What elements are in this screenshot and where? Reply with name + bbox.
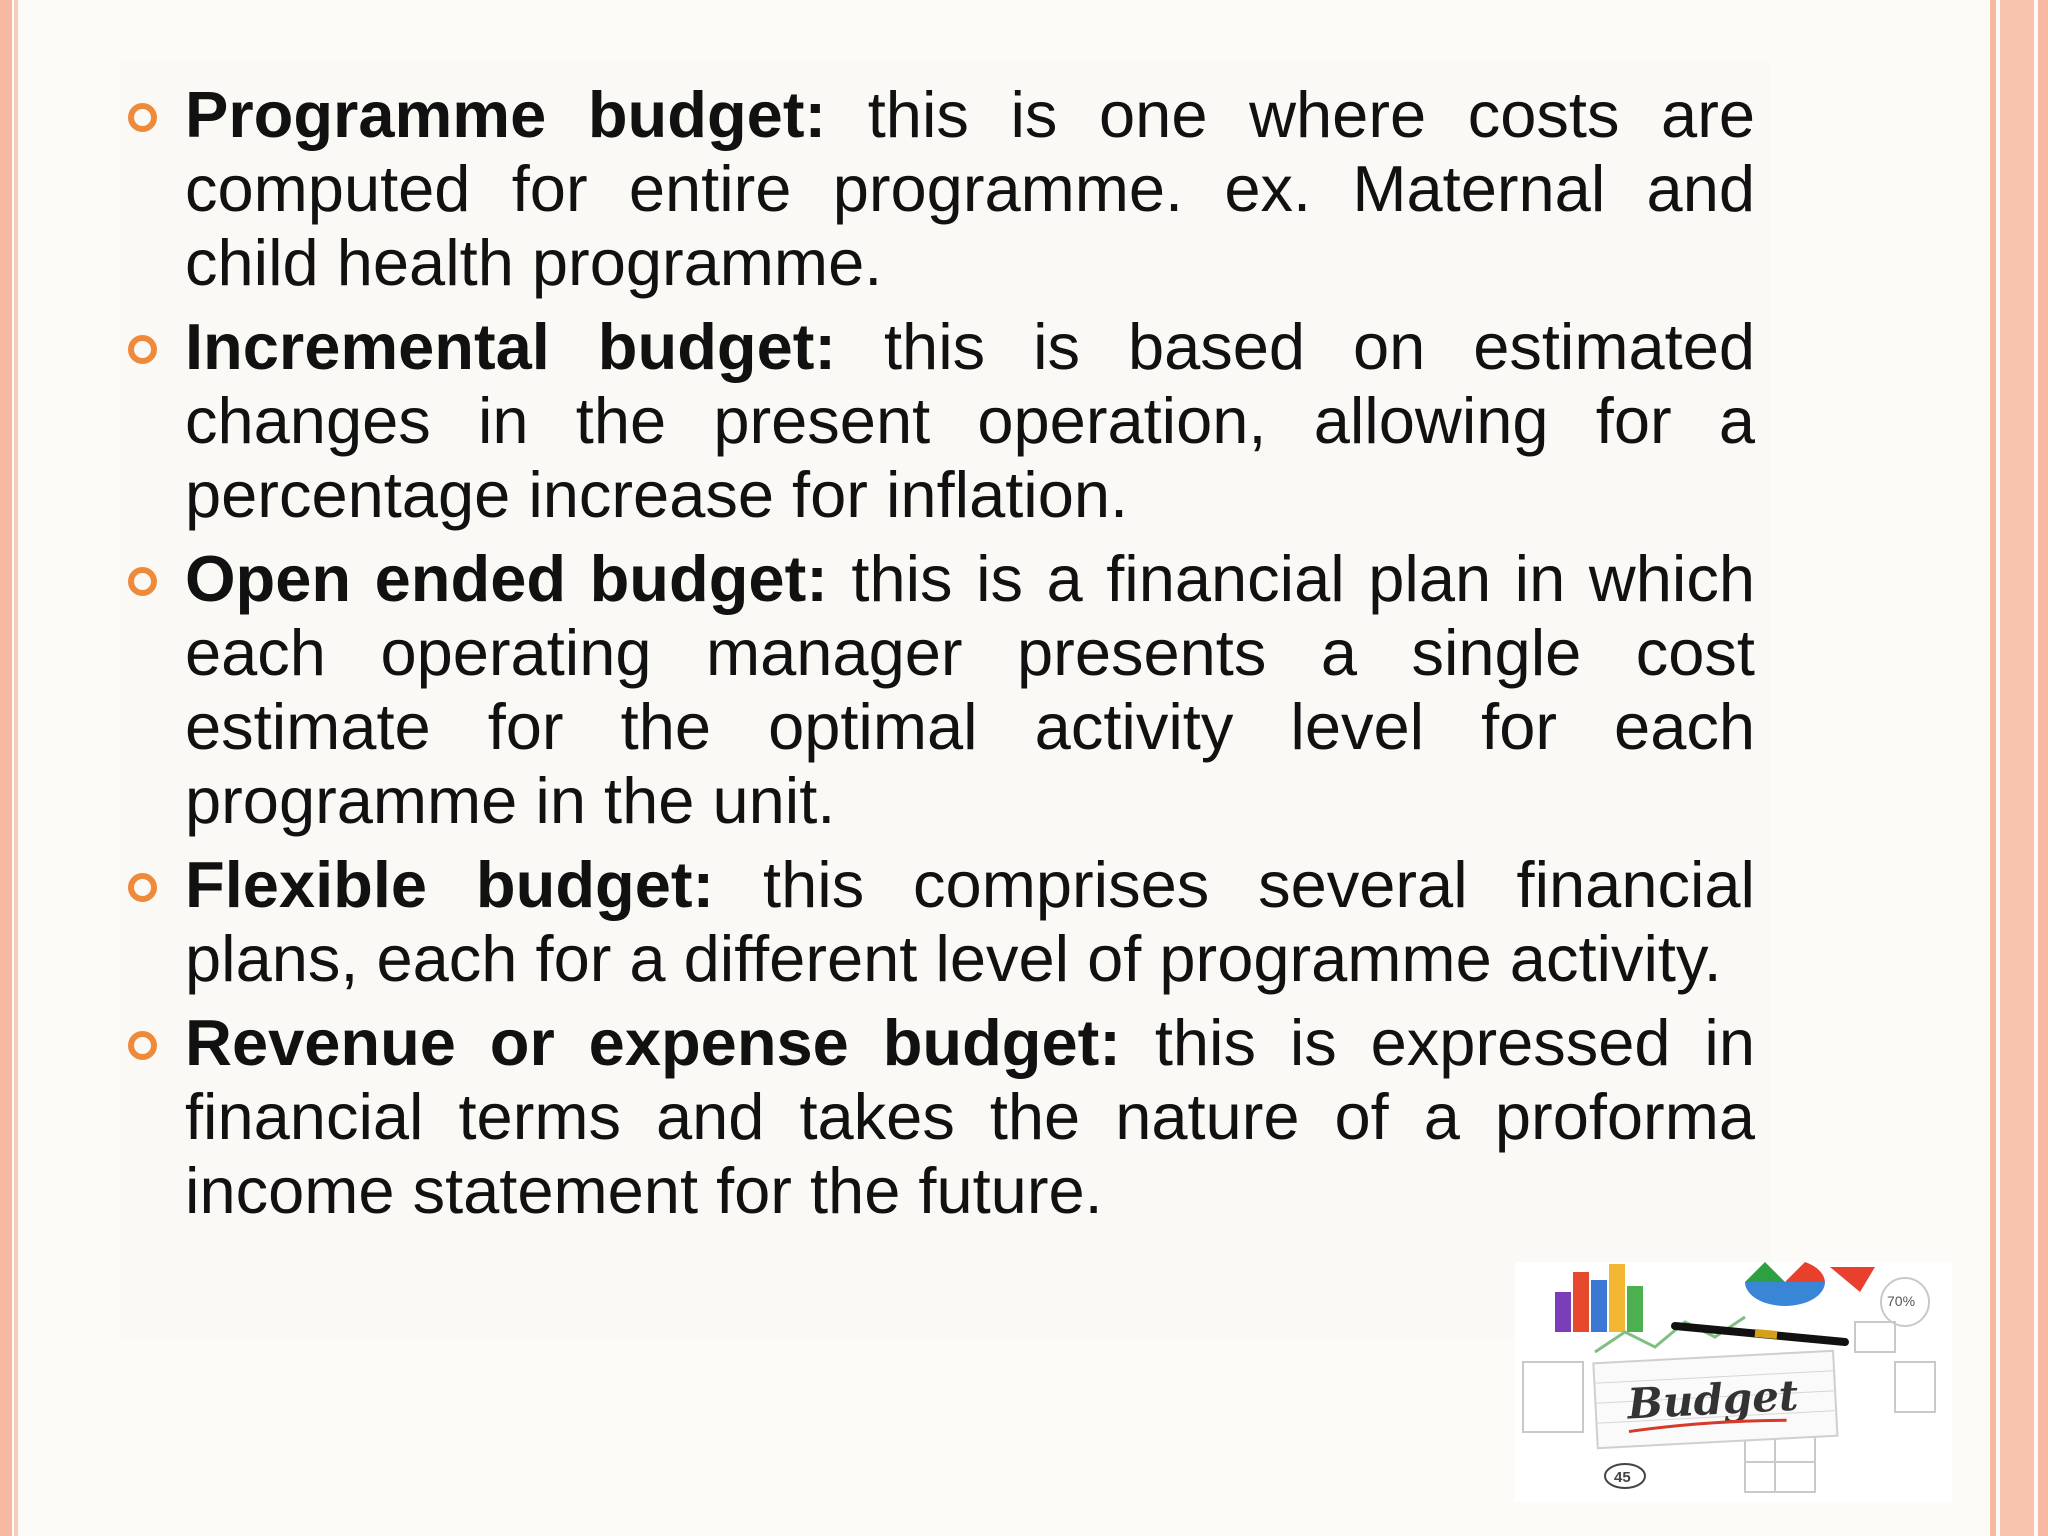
bullet-list — [125, 78, 1755, 1238]
right-border-band — [2000, 0, 2034, 1536]
budget-label: Budget — [1626, 1370, 1800, 1429]
right-border-stripe — [2038, 0, 2048, 1536]
bullet-programme-budget — [125, 78, 1755, 300]
bullet-text: this is a financial plan in which each operating manager presents a single cost estimate for the optimal activity level for each programme in the unit. — [185, 542, 1755, 837]
circle-bullet-icon — [128, 567, 157, 596]
bullet-text: this is expressed in financial terms and takes the nature of a proforma income statement for the future. — [185, 1006, 1755, 1227]
circle-bullet-icon — [128, 1031, 157, 1060]
bullet-incremental-budget — [125, 310, 1755, 532]
bullet-text: this is based on estimated changes in the present operation, allowing for a percentage increase for inflation. — [185, 310, 1756, 531]
bullet-text: this is one where costs are computed for entire programme. ex. Maternal and child health programme. — [185, 78, 1755, 299]
percent-badge: 70% — [1887, 1293, 1916, 1309]
bullet-title: Revenue or expense budget: — [185, 1006, 1121, 1079]
bullet-title: Open ended budget: — [185, 542, 828, 615]
bullet-title: Incremental budget: — [185, 310, 837, 383]
left-border-line — [14, 0, 18, 1536]
number-badge: 45 — [1614, 1469, 1631, 1486]
circle-bullet-icon — [128, 335, 157, 364]
bullet-text: this comprises several financial plans, each for a different level of programme activity. — [185, 848, 1755, 995]
right-border-line — [1990, 0, 1996, 1536]
bullet-revenue-expense-budget — [125, 1006, 1755, 1228]
bullet-title: Flexible budget: — [185, 848, 715, 921]
circle-bullet-icon — [128, 103, 157, 132]
bullet-open-ended-budget — [125, 542, 1755, 838]
bullet-flexible-budget — [125, 848, 1755, 996]
bullet-title: Programme budget: — [185, 78, 827, 151]
left-border-stripe — [0, 0, 12, 1536]
circle-bullet-icon — [128, 873, 157, 902]
budget-illustration — [1515, 1262, 1952, 1502]
